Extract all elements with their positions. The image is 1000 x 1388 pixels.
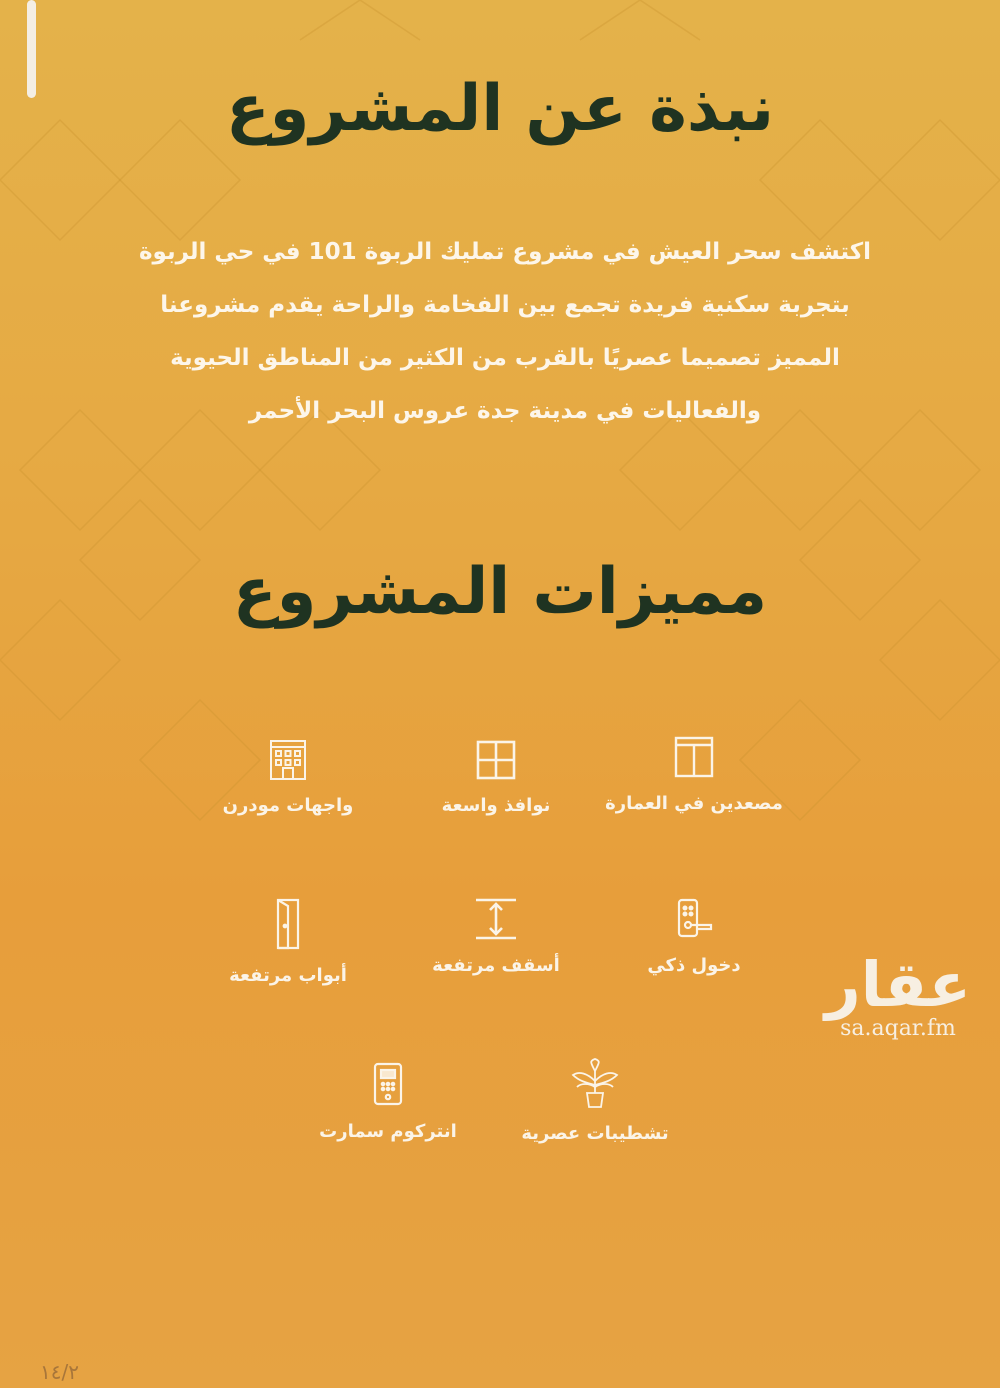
window-icon (475, 739, 517, 781)
feature-label: أسقف مرتفعة (432, 955, 560, 976)
feature-label: تشطيبات عصرية (521, 1123, 669, 1144)
feature-smart-entry (584, 897, 804, 976)
about-line-3: المميز تصميما عصريًا بالقرب من الكثير من المناطق الحيوية (170, 345, 840, 371)
page-number: ١٤/٢ (40, 1360, 79, 1384)
feature-label: واجهات مودرن (222, 795, 354, 816)
feature-high-doors (178, 897, 398, 986)
feature-label: نوافذ واسعة (441, 795, 551, 816)
building-icon (266, 737, 310, 781)
feature-finishes (485, 1057, 705, 1144)
feature-label: أبواب مرتفعة (229, 965, 347, 986)
feature-label: انتركوم سمارت (319, 1121, 457, 1142)
about-line-1: اكتشف سحر العيش في مشروع تمليك الربوة 101 في حي الربوة (138, 239, 872, 265)
about-title: نبذة عن المشروع (225, 72, 775, 146)
ceiling-height-icon (474, 897, 518, 941)
about-line-4: والفعاليات في مدينة جدة عروس البحر الأحمر (248, 398, 762, 424)
intercom-icon (366, 1061, 410, 1107)
feature-label: مصعدين في العمارة (605, 793, 783, 814)
feature-facades (178, 737, 398, 816)
feature-windows (386, 739, 606, 816)
smart-lock-icon (672, 897, 716, 941)
about-paragraph (120, 226, 890, 438)
door-icon (266, 897, 310, 951)
watermark-url: sa.aqar.fm (840, 1016, 956, 1041)
elevator-icon (672, 735, 716, 779)
feature-label: دخول ذكي (647, 955, 741, 976)
features-title: مميزات المشروع (232, 555, 768, 629)
aqar-watermark (818, 950, 978, 1041)
watermark-word: عقار (825, 948, 971, 1021)
feature-high-ceilings (386, 897, 606, 976)
plant-icon (567, 1057, 623, 1109)
about-line-2: بتجربة سكنية فريدة تجمع بين الفخامة والراحة يقدم مشروعنا (160, 292, 850, 318)
feature-elevators (584, 735, 804, 814)
feature-intercom (278, 1061, 498, 1142)
